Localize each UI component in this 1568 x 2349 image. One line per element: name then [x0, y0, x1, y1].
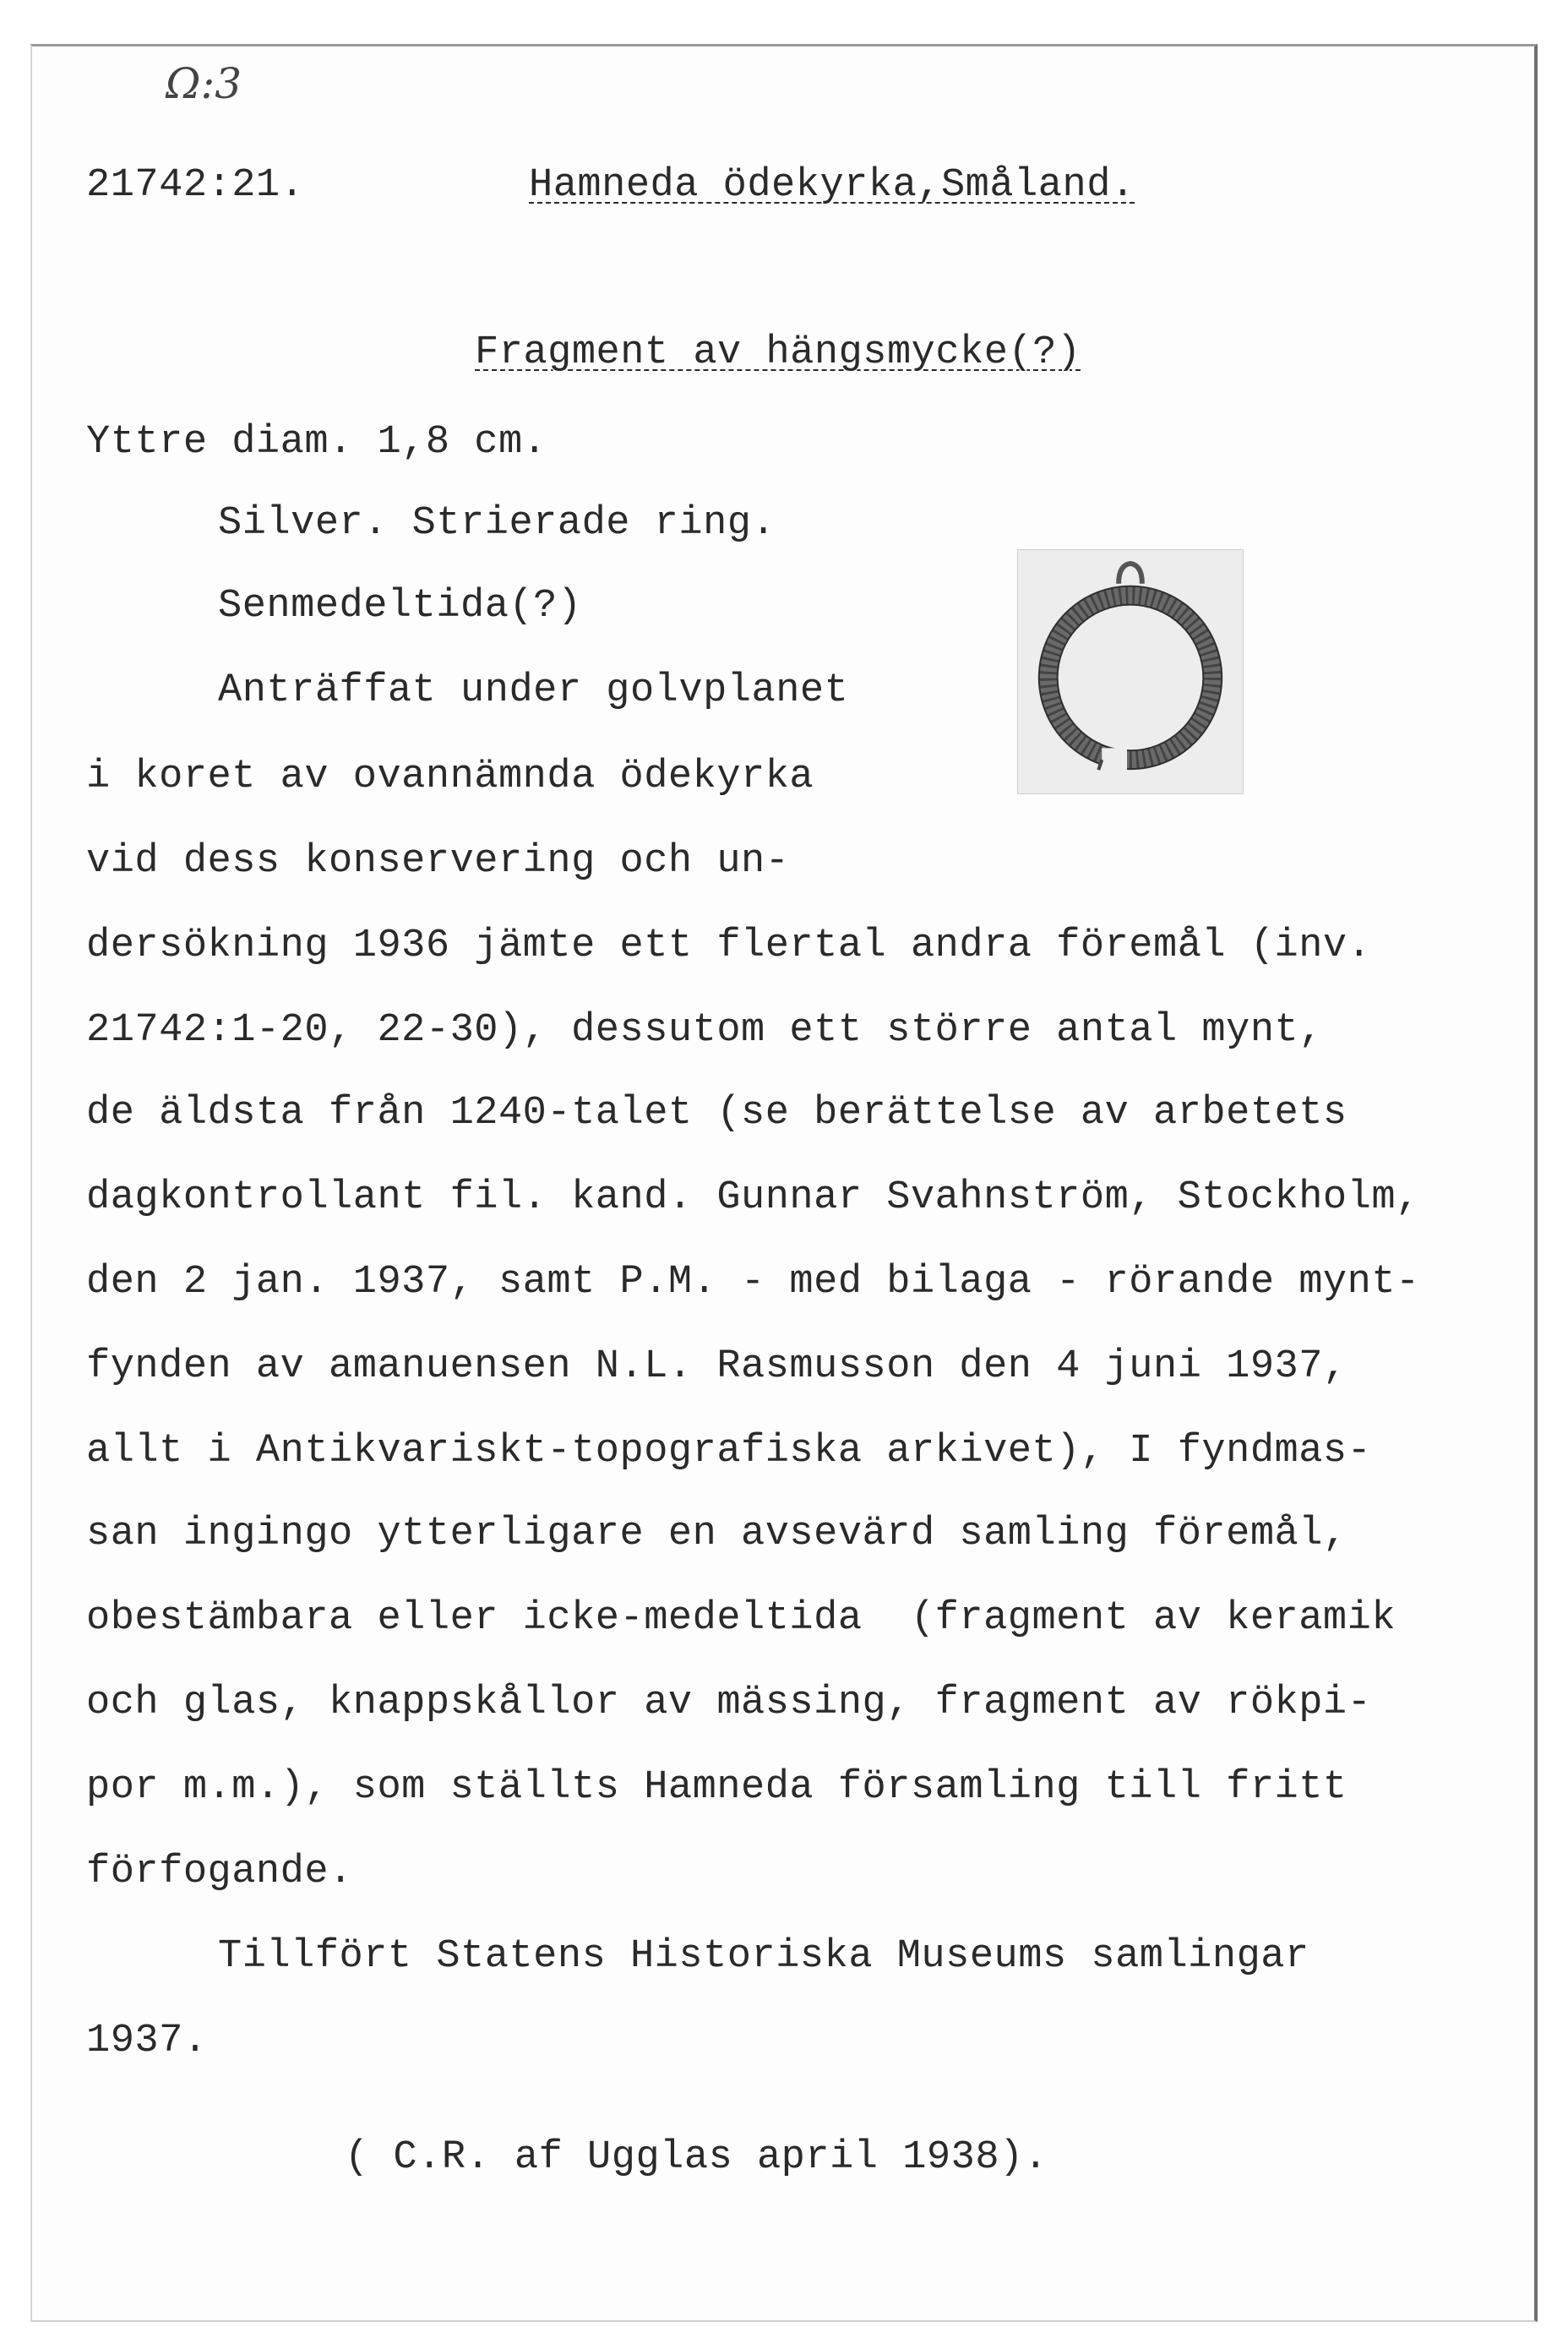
text-line: Senmedeltida(?) [218, 584, 582, 629]
text-line: vid dess konservering och un- [86, 839, 790, 884]
text-line: 21742:1-20, 22-30), dessutom ett större antal mynt, [86, 1008, 1323, 1053]
inventory-number: 21742:21. [86, 163, 305, 208]
text-line: och glas, knappskållor av mässing, fragment av rökpi- [86, 1681, 1372, 1725]
text-line: dersökning 1936 jämte ett flertal andra föremål (inv. [86, 924, 1372, 968]
location-heading: Hamneda ödekyrka,Småland. [529, 163, 1135, 208]
text-line: Yttre diam. 1,8 cm. [86, 420, 547, 465]
signature-line: ( C.R. af Ugglas april 1938). [345, 2135, 1048, 2180]
text-line: allt i Antikvariskt-topografiska arkivet), I fyndmas- [86, 1429, 1372, 1474]
object-title: Fragment av hängsmycke(?) [475, 330, 1081, 375]
silver-ring-icon [1018, 550, 1243, 793]
text-line: den 2 jan. 1937, samt P.M. - med bilaga - rörande mynt- [86, 1260, 1420, 1305]
ring-photo [1017, 549, 1244, 794]
text-line: de äldsta från 1240-talet (se berättelse av arbetets [86, 1091, 1348, 1136]
text-line: obestämbara eller icke-medeltida (fragment av keramik [86, 1596, 1396, 1641]
text-line: fynden av amanuensen N.L. Rasmusson den 4 juni 1937, [86, 1344, 1348, 1389]
text-line: i koret av ovannämnda ödekyrka [86, 755, 814, 799]
handwritten-annotation: Ω:3 [166, 59, 242, 108]
text-line: Silver. Strierade ring. [218, 501, 776, 546]
text-line: por m.m.), som ställts Hamneda församling till fritt [86, 1765, 1348, 1810]
text-line: förfogande. [86, 1850, 353, 1894]
text-line: Tillfört Statens Historiska Museums samlingar [218, 1934, 1309, 1979]
text-line: Anträffat under golvplanet [218, 668, 849, 713]
text-line: san ingingo ytterligare en avsevärd samling föremål, [86, 1512, 1348, 1556]
text-line: dagkontrollant fil. kand. Gunnar Svahnström, Stockholm, [86, 1175, 1420, 1220]
text-line: 1937. [86, 2019, 208, 2063]
